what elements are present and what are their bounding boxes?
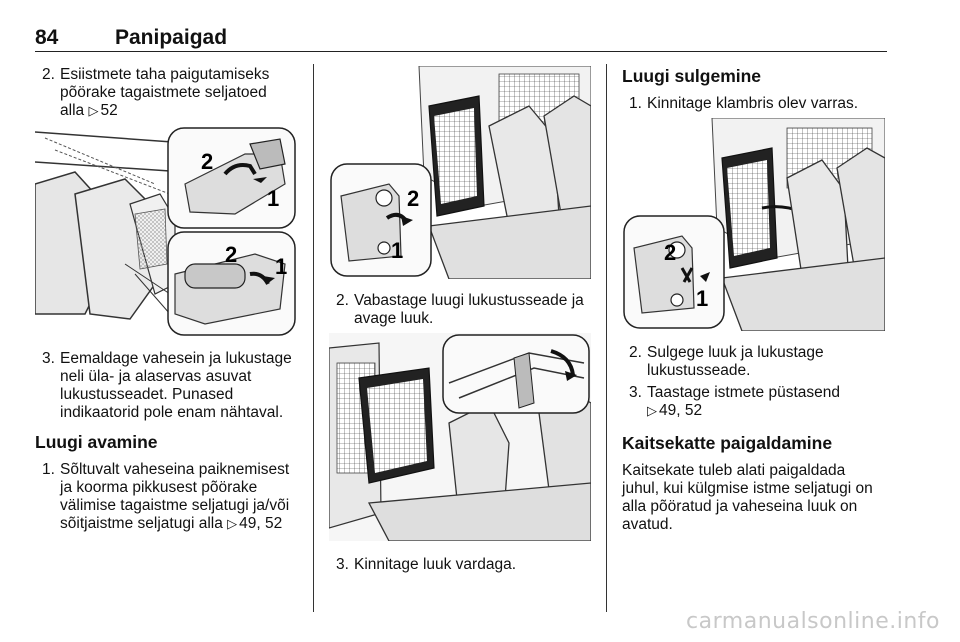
illustration-hatch-lock-release [329, 66, 591, 279]
heading-kaitsekatte-paigaldamine: Kaitsekatte paigaldamine [622, 433, 833, 453]
illustration-seat-backrest-locks [35, 124, 298, 337]
illus1-label-2-top: 2 [201, 149, 214, 174]
heading-luugi-sulgemine: Luugi sulgemine [622, 66, 762, 86]
reference-triangle-icon: ▷ [227, 516, 238, 531]
illus4-label-2: 2 [664, 240, 677, 265]
illus2-label-1: 1 [391, 238, 404, 263]
paragraph-kaitsekate: Kaitsekate tuleb alati paigaldada juhul, kui külgmise istme seljatugi on alla põöratud ja vaheseina luuk on avatud. [622, 462, 873, 533]
column-divider-2 [606, 64, 607, 612]
illus2-label-2: 2 [407, 186, 420, 211]
illus4-label-1: 1 [696, 286, 709, 311]
page-reference-link[interactable]: 52 [100, 102, 118, 119]
page-number: 84 [35, 26, 59, 49]
page-reference-link[interactable]: 49, 52 [239, 515, 283, 532]
page-reference-link[interactable]: 49, 52 [659, 402, 703, 419]
page-header [35, 22, 887, 52]
heading-luugi-avamine: Luugi avamine [35, 432, 158, 452]
reference-triangle-icon: ▷ [647, 403, 657, 418]
illus1-label-2-bottom: 2 [225, 242, 238, 267]
column-divider-1 [313, 64, 314, 612]
illus1-label-1-top: 1 [267, 186, 280, 211]
watermark: carmanualsonline.info [686, 609, 940, 634]
illustration-hatch-opened [329, 333, 591, 541]
reference-triangle-icon: ▷ [88, 103, 99, 118]
illustration-hatch-closing [622, 118, 885, 331]
chapter-title: Panipaigad [115, 26, 228, 49]
illus1-label-1-bottom: 1 [275, 254, 288, 279]
